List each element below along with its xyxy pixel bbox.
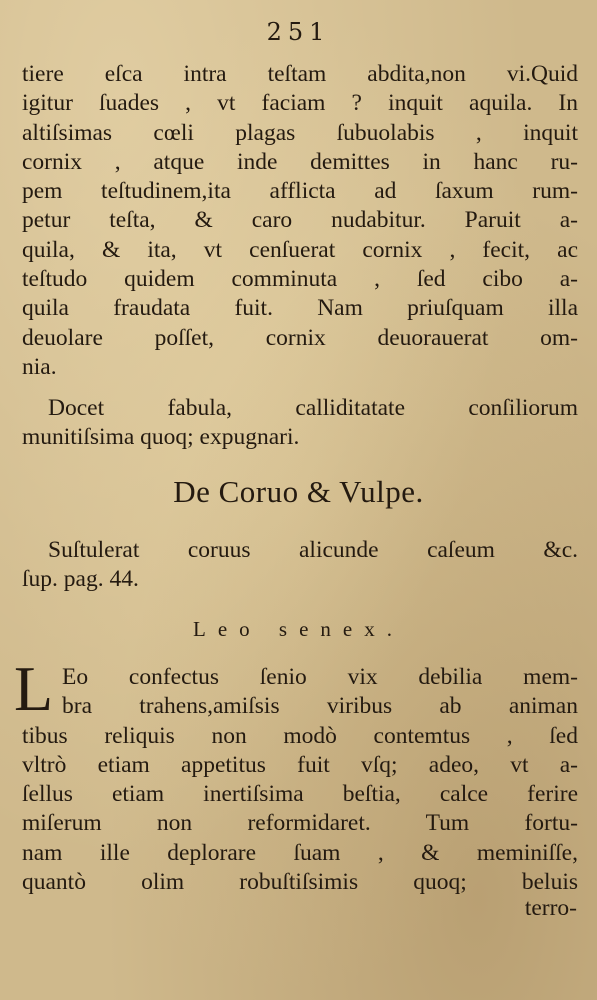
fable-text — [22, 60, 578, 382]
text-line: tiere eſca intra teſtam abdita,non vi.Quid — [22, 61, 578, 87]
text-line: nia. — [22, 353, 57, 380]
leo-text — [14, 653, 578, 897]
text-line: petur teſta, & caro nudabitur. Paruit a- — [22, 207, 578, 234]
text-line: teſtudo quidem comminuta , ſed cibo a- — [22, 266, 578, 293]
text-line: bra trahens,amiſsis viribus ab animan — [62, 693, 578, 720]
fable-moral — [22, 394, 578, 453]
text-line: nam ille deplorare ſuam , & meminiſſe, — [22, 839, 578, 866]
section-title-leo: Leo senex. — [193, 617, 404, 641]
corvus-text — [22, 536, 578, 595]
text-line: altiſsimas cœli plagas ſubuolabis , inquit — [22, 119, 578, 146]
text-line: cornix , atque inde demittes in hanc ru- — [22, 148, 578, 175]
text-line: tibus reliquis non modò contemtus , ſed — [22, 722, 578, 749]
text-line: Suſtulerat coruus alicunde caſeum &c. — [48, 537, 578, 563]
text-line: quantò olim robuſtiſsimis quoq; beluis — [22, 869, 578, 896]
moral-line: munitiſsima quoq; expugnari. — [22, 424, 300, 451]
section-title-corvus: De Coruo & Vulpe. — [173, 474, 424, 509]
text-line: vltrò etiam appetitus fuit vſq; adeo, vt a- — [22, 751, 578, 778]
text-line: igitur ſuades , vt faciam ? inquit aquila. In — [22, 90, 578, 117]
page-number: 251 — [266, 18, 331, 46]
text-line: ſellus etiam inertiſsima beſtia, calce ferire — [22, 781, 578, 808]
catchword: terro- — [524, 895, 577, 921]
text-line: miſerum non reformidaret. Tum fortu- — [22, 810, 578, 837]
text-line: pem teſtudinem,ita afflicta ad ſaxum rum- — [22, 178, 578, 205]
drop-cap: L — [14, 653, 54, 724]
moral-line: Docet fabula, calliditatate conſiliorum — [48, 395, 578, 421]
text-line: quila fraudata fuit. Nam priuſquam illa — [22, 295, 578, 322]
text-line: Eo confectus ſenio vix debilia mem- — [62, 664, 578, 690]
text-line: ſup. pag. 44. — [22, 566, 139, 593]
text-line: deuolare poſſet, cornix deuorauerat om- — [22, 324, 578, 351]
text-line: quila, & ita, vt cenſuerat cornix , fecit, ac — [22, 236, 578, 263]
